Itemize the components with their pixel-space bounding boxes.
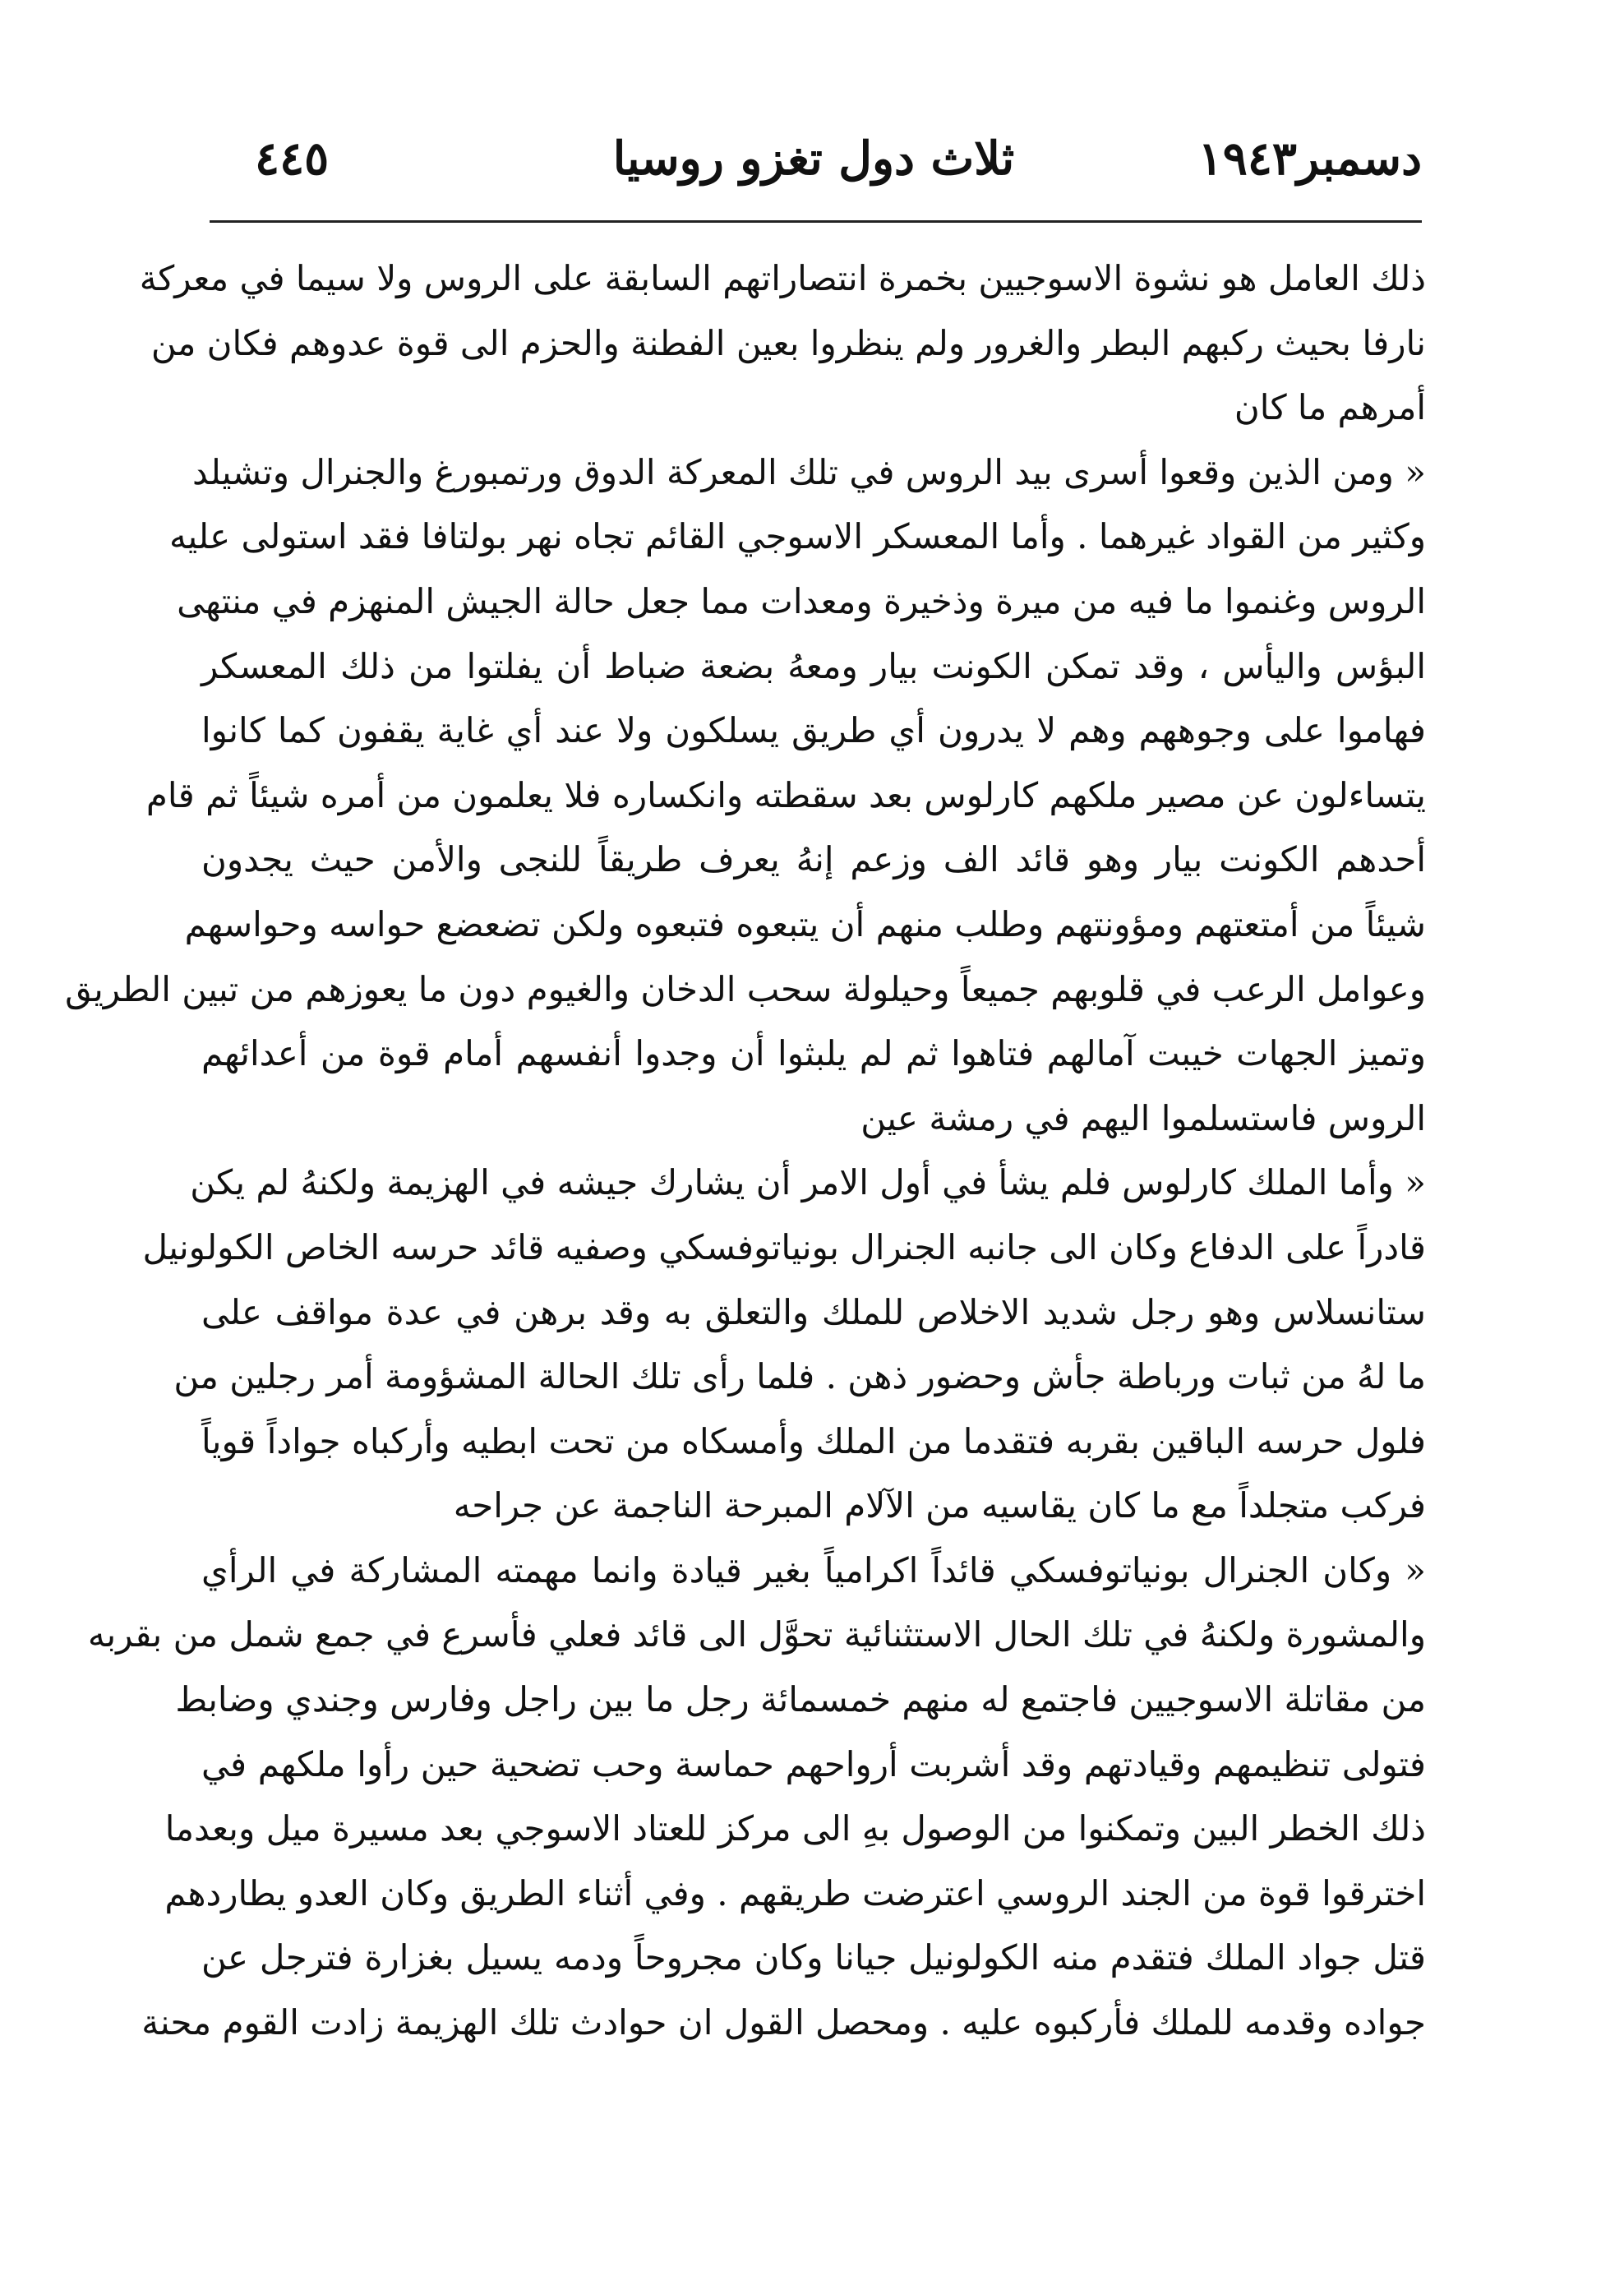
running-header xyxy=(205,132,1422,205)
text-line: ستانسلاس وهو رجل شديد الاخلاص للملك والتعلق به وقد برهن في عدة مواقف على xyxy=(201,1291,1426,1332)
text-line: جواده وقدمه للملك فأركبوه عليه . ومحصل القول ان حوادث تلك الهزيمة زادت القوم محنة xyxy=(141,2002,1426,2043)
text-line: ذلك الخطر البين وتمكنوا من الوصول بهِ الى مركز للعتاد الاسوجي بعد مسيرة ميل وبعدما xyxy=(164,1808,1426,1849)
text-line: فلول حرسه الباقين بقربه فتقدما من الملك وأمسكاه من تحت ابطيه وأركباه جواداً قوياً xyxy=(201,1420,1426,1461)
text-line: يتساءلون عن مصير ملكهم كارلوس بعد سقطته وانكساره فلا يعلمون من أمره شيئاً ثم قام xyxy=(145,774,1426,815)
text-line: قتل جواد الملك فتقدم منه الكولونيل جيانا وكان مجروحاً ودمه يسيل بغزارة فترجل عن xyxy=(201,1937,1426,1978)
text-line: ما لهُ من ثبات ورباطة جأش وحضور ذهن . فلما رأى تلك الحالة المشؤومة أمر رجلين من xyxy=(173,1356,1426,1397)
text-line: قادراً على الدفاع وكان الى جانبه الجنرال بونياتوفسكي وصفيه قائد حرسه الخاص الكولونيل xyxy=(142,1226,1426,1267)
text-line: « وكان الجنرال بونياتوفسكي قائداً اكرامياً بغير قيادة وانما مهمته المشاركة في الرأي xyxy=(201,1549,1426,1590)
text-line: ذلك العامل هو نشوة الاسوجيين بخمرة انتصاراتهم السابقة على الروس ولا سيما في معركة xyxy=(139,258,1426,298)
text-line: شيئاً من أمتعتهم ومؤونتهم وطلب منهم أن يتبعوه فتبعوه ولكن تضعضع حواسه وحواسهم xyxy=(184,903,1426,944)
text-line: وتميز الجهات خيبت آمالهم فتاهوا ثم لم يلبثوا أن وجدوا أنفسهم أمام قوة من أعدائهم xyxy=(201,1033,1426,1074)
text-line: البؤس واليأس ، وقد تمكن الكونت بيار ومعهُ بضعة ضباط أن يفلتوا من ذلك المعسكر xyxy=(201,645,1426,686)
body-text xyxy=(65,247,1426,2056)
text-line: الروس وغنموا ما فيه من ميرة وذخيرة ومعدات مما جعل حالة الجيش المنهزم في منتهى xyxy=(177,580,1426,621)
text-line: نارفا بحيث ركبهم البطر والغرور ولم ينظروا بعين الفطنة والحزم الى قوة عدوهم فكان من xyxy=(150,322,1426,363)
text-line: فركب متجلداً مع ما كان يقاسيه من الآلام المبرحة الناجمة عن جراحه xyxy=(453,1485,1426,1526)
header-rule xyxy=(210,220,1422,223)
header-title: ثلاث دول تغزو روسيا xyxy=(612,132,1015,186)
text-line: فتولى تنظيمهم وقيادتهم وقد أشربت أرواحهم حماسة وحب تضحية حين رأوا ملكهم في xyxy=(201,1743,1426,1784)
text-line: « وأما الملك كارلوس فلم يشأ في أول الامر أن يشارك جيشه في الهزيمة ولكنهُ لم يكن xyxy=(190,1162,1426,1203)
text-line: من مقاتلة الاسوجيين فاجتمع له منهم خمسمائة رجل ما بين راجل وفارس وجندي وضابط xyxy=(175,1679,1426,1720)
text-line: الروس فاستسلموا اليهم في رمشة عين xyxy=(860,1097,1426,1138)
text-line: وعوامل الرعب في قلوبهم جميعاً وحيلولة سحب الدخان والغيوم دون ما يعوزهم من تبين الطريق xyxy=(65,968,1426,1009)
header-date: دسمبر١٩٤٣ xyxy=(1197,132,1422,186)
page-number: ٤٤٥ xyxy=(255,132,330,186)
text-line: والمشورة ولكنهُ في تلك الحال الاستثنائية تحوَّل الى قائد فعلي فأسرع في جمع شمل من بقربه xyxy=(87,1614,1426,1655)
text-line: أمرهم ما كان xyxy=(1234,387,1426,428)
text-line: فهاموا على وجوههم وهم لا يدرون أي طريق يسلكون ولا عند أي غاية يقفون كما كانوا xyxy=(201,710,1426,751)
text-line: وكثير من القواد غيرهما . وأما المعسكر الاسوجي القائم تجاه نهر بولتافا فقد استولى عليه xyxy=(169,516,1426,557)
text-line: « ومن الذين وقعوا أسرى بيد الروس في تلك المعركة الدوق ورتمبورغ والجنرال وتشيلد xyxy=(191,451,1426,492)
text-line: اخترقوا قوة من الجند الروسي اعترضت طريقهم . وفي أثناء الطريق وكان العدو يطاردهم xyxy=(164,1872,1426,1913)
text-line: أحدهم الكونت بيار وهو قائد الف وزعم إنهُ يعرف طريقاً للنجى والأمن حيث يجدون xyxy=(201,839,1426,880)
